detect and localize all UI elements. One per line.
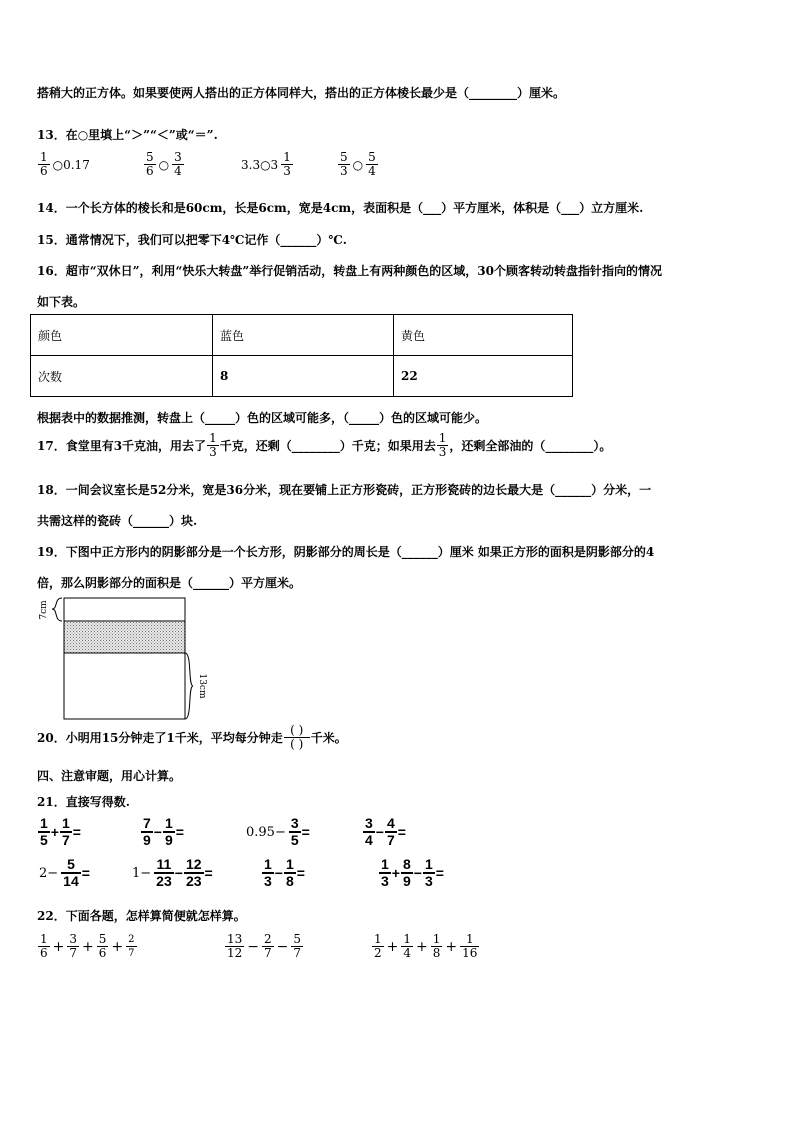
label-7cm: 7cm xyxy=(39,600,49,620)
fraction: $\frac{1}{3}$ xyxy=(283,150,291,178)
q21-item: $\frac{1}{3}$ − $\frac{1}{8}$ = xyxy=(264,856,305,889)
table-header-cell: 颜色 xyxy=(31,315,213,356)
q20-text: 20．小明用15分钟走了1千米，平均每分钟走 $\frac{( )}{( )}$ 千米。 xyxy=(37,723,347,751)
shaded-rectangle xyxy=(64,621,185,653)
fraction: $\frac{8}{9}$ xyxy=(402,856,411,889)
q18-text-2: 共需这样的瓷砖（______）块. xyxy=(37,514,198,528)
table-header-cell: 蓝色 xyxy=(213,315,394,356)
fraction: $\frac{1}{3}$ xyxy=(424,856,433,889)
q13-item-1: $\frac{1}{6}$ ○0.17 xyxy=(40,150,90,178)
q22-expression-1: $\frac{1}{6}$ + $\frac{3}{7}$ + $\frac{5}{6}$ + $\frac{2}{7}$ xyxy=(40,932,135,960)
q16-table xyxy=(30,314,573,397)
fraction: $\frac{1}{3}$ xyxy=(438,431,447,459)
brace-7cm xyxy=(52,598,62,621)
q13-item-2: $\frac{5}{6}$ ○ $\frac{3}{4}$ xyxy=(146,150,182,178)
fraction: $\frac{1}{5}$ xyxy=(40,815,48,848)
fraction: $\frac{3}{5}$ xyxy=(290,815,299,848)
fraction: $\frac{1}{4}$ xyxy=(403,932,412,960)
fraction: $\frac{12}{23}$ xyxy=(185,856,202,889)
q14-text: 14．一个长方体的棱长和是60cm，长是6cm，宽是4cm，表面积是（___）平方厘米，体积是（___）立方厘米. xyxy=(37,201,644,215)
q19-text-1: 19．下图中正方形内的阴影部分是一个长方形，阴影部分的周长是（______）厘米 如果正方形的面积是阴影部分的4 xyxy=(37,545,655,559)
label-13cm: 13cm xyxy=(197,673,207,699)
fraction: $\frac{1}{3}$ xyxy=(209,431,217,459)
fraction: $\frac{1}{16}$ xyxy=(462,932,478,960)
table-row xyxy=(31,356,573,397)
fraction: $\frac{2}{7}$ xyxy=(128,934,135,959)
fraction: $\frac{13}{12}$ xyxy=(227,932,243,960)
fraction: $\frac{5}{3}$ xyxy=(340,150,348,178)
fraction: $\frac{3}{7}$ xyxy=(69,932,78,960)
q22-prompt: 22．下面各题，怎样算简便就怎样算。 xyxy=(37,909,246,923)
table-cell: 22 xyxy=(394,356,573,397)
q21-item: $\frac{3}{4}$ − $\frac{4}{7}$ = xyxy=(365,815,406,848)
q21-item: $\frac{7}{9}$ − $\frac{1}{9}$ = xyxy=(143,815,184,848)
q21-prompt: 21．直接写得数. xyxy=(37,795,130,809)
table-row xyxy=(31,315,573,356)
fraction: $\frac{5}{6}$ xyxy=(98,932,107,960)
q13-prompt: 13．在○里填上“＞”“＜”或“＝”. xyxy=(37,128,218,142)
q13-item-4: $\frac{5}{3}$ ○ $\frac{5}{4}$ xyxy=(340,150,376,178)
q15-text: 15．通常情况下，我们可以把零下4℃记作（______）℃. xyxy=(37,233,347,247)
fraction: $\frac{4}{7}$ xyxy=(386,815,395,848)
q16-text-1: 16．超市“双休日”，利用“快乐大转盘”举行促销活动，转盘上有两种颜色的区域，30个顾客转动转盘指针指向的情况 xyxy=(37,264,663,278)
fraction: $\frac{3}{4}$ xyxy=(365,815,373,848)
fraction: $\frac{5}{14}$ xyxy=(63,856,79,889)
table-cell: 8 xyxy=(213,356,394,397)
fraction: $\frac{7}{9}$ xyxy=(143,815,151,848)
fraction: $\frac{1}{3}$ xyxy=(264,856,272,889)
fraction: $\frac{5}{6}$ xyxy=(146,150,154,178)
fraction: $\frac{5}{4}$ xyxy=(368,150,376,178)
q21-item: $\frac{1}{3}$ + $\frac{8}{9}$ − $\frac{1}{3}$ = xyxy=(381,856,444,889)
q18-text-1: 18．一间会议室长是52分米，宽是36分米，现在要铺上正方形瓷砖，正方形瓷砖的边长最大是（______）分米，一 xyxy=(37,483,652,497)
brace-13cm xyxy=(185,653,193,719)
fraction: $\frac{11}{23}$ xyxy=(156,856,172,889)
q21-item: 2− $\frac{5}{14}$ = xyxy=(39,856,90,889)
q17-text: 17．食堂里有3千克油，用去了 $\frac{1}{3}$ 千克，还剩（________）千克；如果用去 $\frac{1}{3}$ ，还剩全部油的（________）。 xyxy=(37,431,612,459)
table-header-cell: 黄色 xyxy=(394,315,573,356)
q21-item: $\frac{1}{5}$ + $\frac{1}{7}$ = xyxy=(40,815,81,848)
fraction: $\frac{1}{2}$ xyxy=(374,932,382,960)
fraction-blank[interactable]: $\frac{( )}{( )}$ xyxy=(284,724,310,751)
square-outline xyxy=(64,598,185,719)
fraction: $\frac{1}{3}$ xyxy=(381,856,389,889)
q13-item-3: 3.3○3 $\frac{1}{3}$ xyxy=(241,150,291,178)
q19-text-2: 倍，那么阴影部分的面积是（______）平方厘米。 xyxy=(37,576,302,590)
section-4-heading: 四、注意审题，用心计算。 xyxy=(37,769,182,783)
q19-square-figure xyxy=(34,592,207,724)
q12-continuation: 搭稍大的正方体。如果要使两人搭出的正方体同样大，搭出的正方体棱长最少是（________）厘米。 xyxy=(37,86,566,100)
fraction: $\frac{1}{7}$ xyxy=(61,815,70,848)
fraction: $\frac{1}{6}$ xyxy=(40,932,48,960)
q16-text-2: 如下表。 xyxy=(37,295,86,309)
fraction: $\frac{1}{6}$ xyxy=(40,150,48,178)
fraction: $\frac{1}{8}$ xyxy=(432,932,441,960)
fraction: $\frac{1}{9}$ xyxy=(164,815,173,848)
fraction: $\frac{2}{7}$ xyxy=(264,932,272,960)
q22-expression-2: $\frac{13}{12}$ − $\frac{2}{7}$ − $\frac{5}{7}$ xyxy=(227,932,302,960)
q21-item: 1− $\frac{11}{23}$ − $\frac{12}{23}$ = xyxy=(132,856,213,889)
fraction: $\frac{1}{8}$ xyxy=(285,856,294,889)
fraction: $\frac{5}{7}$ xyxy=(293,932,302,960)
fraction: $\frac{3}{4}$ xyxy=(174,150,182,178)
q22-expression-3: $\frac{1}{2}$ + $\frac{1}{4}$ + $\frac{1}{8}$ + $\frac{1}{16}$ xyxy=(374,932,478,960)
table-row-label: 次数 xyxy=(31,356,213,397)
q21-item: 0.95− $\frac{3}{5}$ = xyxy=(246,815,310,848)
q16-question: 根据表中的数据推测，转盘上（_____）色的区域可能多，（_____）色的区域可能少。 xyxy=(37,411,488,425)
